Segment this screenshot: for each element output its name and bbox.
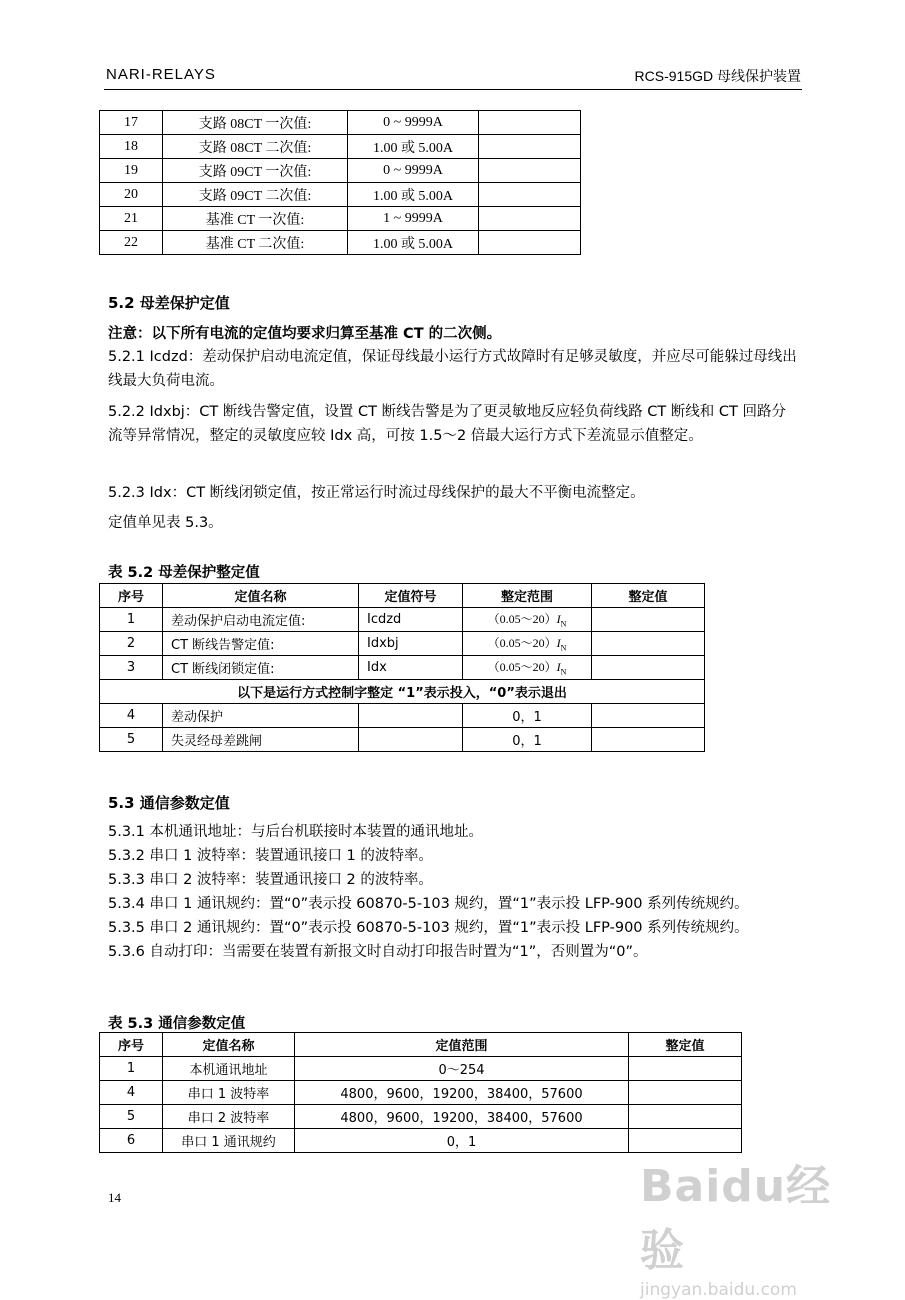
- table-row: [100, 111, 581, 135]
- col-header: 序号: [100, 1033, 163, 1057]
- table-cell: 4: [100, 1081, 163, 1105]
- setting-range: 0，1: [463, 728, 592, 752]
- range-unit-sub: N: [560, 643, 567, 653]
- para-5-3-6: 5.3.6 自动打印：当需要在装置有新报文时自动打印报告时置为“1”，否则置为“0”。: [108, 944, 648, 960]
- col-header: 定值符号: [359, 584, 463, 608]
- col-header: 定值名称: [163, 584, 359, 608]
- range-unit: I: [556, 660, 561, 675]
- para-5-3-1: 5.3.1 本机通讯地址：与后台机联接时本装置的通讯地址。: [108, 824, 484, 840]
- table-cell: 1.00 或 5.00A: [348, 183, 479, 207]
- table-cell: [479, 111, 581, 135]
- header-product: RCS-915GD 母线保护装置: [634, 68, 801, 84]
- busbar-protection-table: [99, 583, 705, 752]
- para-5-2-2: 5.2.2 Idxbj：CT 断线告警定值，设置 CT 断线告警是为了更灵敏地反应轻负荷线路 CT 断线和 CT 回路分流等异常情况，整定的灵敏度应较 Idx 高，可按 1.5～2 倍最大运行方式下差流显示值整定。: [108, 404, 786, 444]
- table-cell: [479, 183, 581, 207]
- table-cell: 基准 CT 二次值:: [163, 231, 348, 255]
- setting-name: 差动保护启动电流定值:: [163, 608, 359, 632]
- table-cell: [479, 207, 581, 231]
- row-number: 2: [100, 632, 163, 656]
- note-text: 注意：以下所有电流的定值均要求归算至基准 CT 的二次侧。: [108, 326, 502, 342]
- setting-name: CT 断线告警定值:: [163, 632, 359, 656]
- table-cell: 1.00 或 5.00A: [348, 231, 479, 255]
- table-row: [100, 1081, 742, 1105]
- section-title-5-2: 5.2 母差保护定值: [108, 294, 230, 312]
- range-text: （0.05～20）: [487, 612, 557, 627]
- table-row: [100, 656, 705, 680]
- col-header: 定值范围: [295, 1033, 629, 1057]
- table-cell: [629, 1105, 742, 1129]
- range-unit: I: [556, 636, 561, 651]
- col-header: 整定范围: [463, 584, 592, 608]
- setting-symbol: Icdzd: [359, 608, 463, 632]
- table-cell: 支路 09CT 一次值:: [163, 159, 348, 183]
- setting-value: [592, 704, 705, 728]
- table-cell: 1 ~ 9999A: [348, 207, 479, 231]
- row-number: 3: [100, 656, 163, 680]
- table-cell: 0～254: [295, 1057, 629, 1081]
- table-cell: [629, 1129, 742, 1153]
- ct-table: [99, 110, 581, 255]
- setting-name: 失灵经母差跳闸: [163, 728, 359, 752]
- table-cell: 0 ~ 9999A: [348, 159, 479, 183]
- row-number: 4: [100, 704, 163, 728]
- table-cell: 串口 1 波特率: [163, 1081, 295, 1105]
- table-cell: 22: [100, 231, 163, 255]
- watermark-logo: Baidu经验: [640, 1161, 832, 1276]
- row-number: 5: [100, 728, 163, 752]
- table-cell: 5: [100, 1105, 163, 1129]
- table-cell: 支路 08CT 一次值:: [163, 111, 348, 135]
- baidu-watermark: [640, 1150, 850, 1300]
- table-cell: 串口 1 通讯规约: [163, 1129, 295, 1153]
- table-cell: 17: [100, 111, 163, 135]
- table-cell: [479, 231, 581, 255]
- table-5-3-caption: 表 5.3 通信参数定值: [108, 1016, 246, 1032]
- setting-symbol: Idx: [359, 656, 463, 680]
- table-5-2-caption: 表 5.2 母差保护整定值: [108, 565, 260, 581]
- range-unit-sub: N: [560, 667, 567, 677]
- table-cell: 4800，9600，19200，38400，57600: [295, 1105, 629, 1129]
- table-cell: 本机通讯地址: [163, 1057, 295, 1081]
- table-row: [100, 135, 581, 159]
- range-unit: I: [556, 612, 561, 627]
- table-cell: 6: [100, 1129, 163, 1153]
- setting-value: [592, 728, 705, 752]
- table-cell: 基准 CT 一次值:: [163, 207, 348, 231]
- header-divider: [104, 89, 802, 90]
- col-header: 序号: [100, 584, 163, 608]
- table-row: [100, 1057, 742, 1081]
- setting-value: [592, 608, 705, 632]
- setting-name: CT 断线闭锁定值:: [163, 656, 359, 680]
- table-row: [100, 632, 705, 656]
- col-header: 整定值: [592, 584, 705, 608]
- table-row: [100, 1129, 742, 1153]
- table-row: [100, 608, 705, 632]
- table-cell: [479, 135, 581, 159]
- para-5-3-5: 5.3.5 串口 2 通讯规约：置“0”表示投 60870-5-103 规约，置“1”表示投 LFP-900 系列传统规约。: [108, 920, 749, 936]
- table-cell: 1.00 或 5.00A: [348, 135, 479, 159]
- setting-value: [592, 632, 705, 656]
- comm-params-table: [99, 1032, 742, 1153]
- table-cell: 0 ~ 9999A: [348, 111, 479, 135]
- range-unit-sub: N: [560, 619, 567, 629]
- table-cell: 19: [100, 159, 163, 183]
- col-header: 定值名称: [163, 1033, 295, 1057]
- table-cell: 串口 2 波特率: [163, 1105, 295, 1129]
- table-cell: 1: [100, 1057, 163, 1081]
- setting-symbol: [359, 728, 463, 752]
- sec53-body: [108, 820, 808, 964]
- para-5-3-3: 5.3.3 串口 2 波特率：装置通讯接口 2 的波特率。: [108, 872, 433, 888]
- table-cell: 支路 08CT 二次值:: [163, 135, 348, 159]
- table-row: [100, 704, 705, 728]
- setting-range: [463, 656, 592, 680]
- para-5-3-4: 5.3.4 串口 1 通讯规约：置“0”表示投 60870-5-103 规约，置“1”表示投 LFP-900 系列传统规约。: [108, 896, 749, 912]
- table-row: [100, 728, 705, 752]
- setting-value: [592, 656, 705, 680]
- table-row: [100, 159, 581, 183]
- range-text: （0.05～20）: [487, 660, 557, 675]
- col-header: 整定值: [629, 1033, 742, 1057]
- table-row: [100, 1105, 742, 1129]
- row-number: 1: [100, 608, 163, 632]
- para-5-2-1: 5.2.1 Icdzd：差动保护启动电流定值，保证母线最小运行方式故障时有足够灵敏度，并应尽可能躲过母线出线最大负荷电流。: [108, 349, 797, 389]
- table-row: [100, 231, 581, 255]
- setting-range: [463, 632, 592, 656]
- table-row: [100, 680, 705, 704]
- header-brand: NARI-RELAYS: [106, 66, 216, 83]
- table-cell: [629, 1081, 742, 1105]
- table-row: [100, 183, 581, 207]
- table-cell: 18: [100, 135, 163, 159]
- para-5-2-3: 5.2.3 Idx：CT 断线闭锁定值，按正常运行时流过母线保护的最大不平衡电流整定。: [108, 485, 645, 501]
- setting-symbol: [359, 704, 463, 728]
- page-number: 14: [108, 1190, 121, 1205]
- watermark-url: jingyan.baidu.com: [640, 1280, 797, 1300]
- table-cell: 0，1: [295, 1129, 629, 1153]
- table-cell: [479, 159, 581, 183]
- setting-symbol: Idxbj: [359, 632, 463, 656]
- table-cell: 支路 09CT 二次值:: [163, 183, 348, 207]
- table-cell: [629, 1057, 742, 1081]
- para-5-3-2: 5.3.2 串口 1 波特率：装置通讯接口 1 的波特率。: [108, 848, 433, 864]
- control-word-note: 以下是运行方式控制字整定 “1”表示投入，“0”表示退出: [100, 680, 705, 704]
- table-cell: 4800，9600，19200，38400，57600: [295, 1081, 629, 1105]
- table-cell: 20: [100, 183, 163, 207]
- table-cell: 21: [100, 207, 163, 231]
- setting-range: 0，1: [463, 704, 592, 728]
- range-text: （0.05～20）: [487, 636, 557, 651]
- table-row: [100, 207, 581, 231]
- setting-name: 差动保护: [163, 704, 359, 728]
- setting-range: [463, 608, 592, 632]
- section-title-5-3: 5.3 通信参数定值: [108, 794, 230, 812]
- para-table-ref: 定值单见表 5.3。: [108, 515, 223, 531]
